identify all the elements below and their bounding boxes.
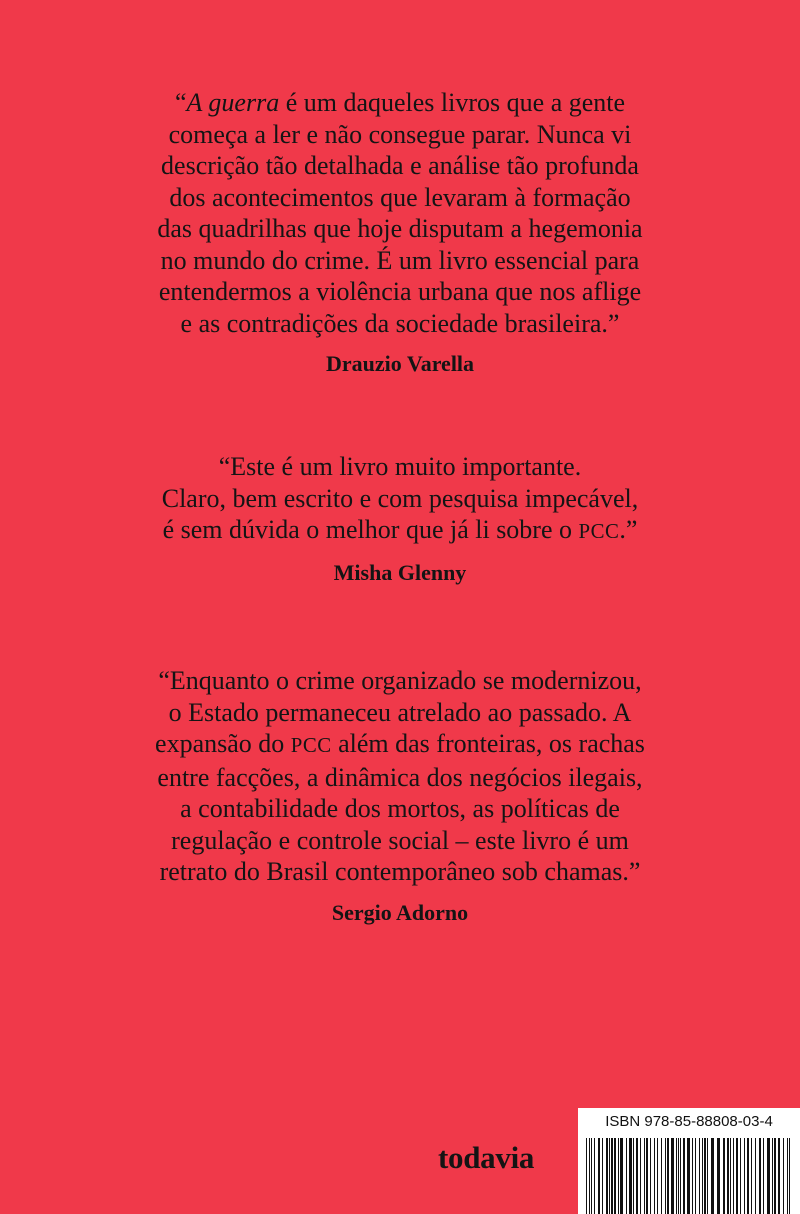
acronym: PCC [290,734,332,757]
isbn-barcode [578,1108,800,1214]
quote-line: descrição tão detalhada e análise tão profunda [161,151,639,180]
quote-misha-glenny [0,451,800,588]
quote-line: e as contradições da sociedade brasileira.” [180,308,620,338]
book-title: A guerra [186,88,280,117]
quote-line: começa a ler e não consegue parar. Nunca vi [168,119,632,149]
acronym: PCC [578,520,620,543]
quote-line: regulação e controle social – este livro é um [171,825,629,855]
quote-line: “Enquanto o crime organizado se modernizou, [158,666,642,695]
quote-line: no mundo do crime. É um livro essencial para [160,245,640,275]
isbn-label: ISBN 978-85-88808-03-4 [605,1113,773,1130]
quote-line: “Este é um livro muito importante. [218,452,582,481]
quote-line: “A guerra é um daqueles livros que a gente [174,88,626,117]
quote-author: Sergio Adorno [331,899,469,925]
barcode-bars [586,1138,792,1214]
quote-line: a contabilidade dos mortos, as políticas de [180,794,620,823]
quote-text [0,87,800,339]
quote-line: o Estado permaneceu atrelado ao passado. A [168,697,632,727]
quote-author: Drauzio Varella [325,351,475,376]
quote-text [0,451,800,548]
quote-text [0,665,800,888]
quote-line: expansão do PCC além das fronteiras, os rachas [155,729,645,758]
quote-line: entendermos a violência urbana que nos aflige [158,277,642,306]
quote-line: é sem dúvida o melhor que já li sobre o PCC.” [162,515,638,544]
quote-author: Misha Glenny [333,559,467,585]
quote-line: das quadrilhas que hoje disputam a hegemonia [157,214,643,243]
publisher-logo: todavia [438,1140,535,1175]
quote-line: dos acontecimentos que levaram à formação [169,182,631,212]
quote-line: retrato do Brasil contemporâneo sob chamas.” [159,857,641,886]
quote-line: entre facções, a dinâmica dos negócios ilegais, [157,762,643,792]
quote-line: Claro, bem escrito e com pesquisa impecável, [161,483,639,513]
quote-sergio-adorno [0,665,800,928]
quote-drauzio-varella [0,87,800,379]
